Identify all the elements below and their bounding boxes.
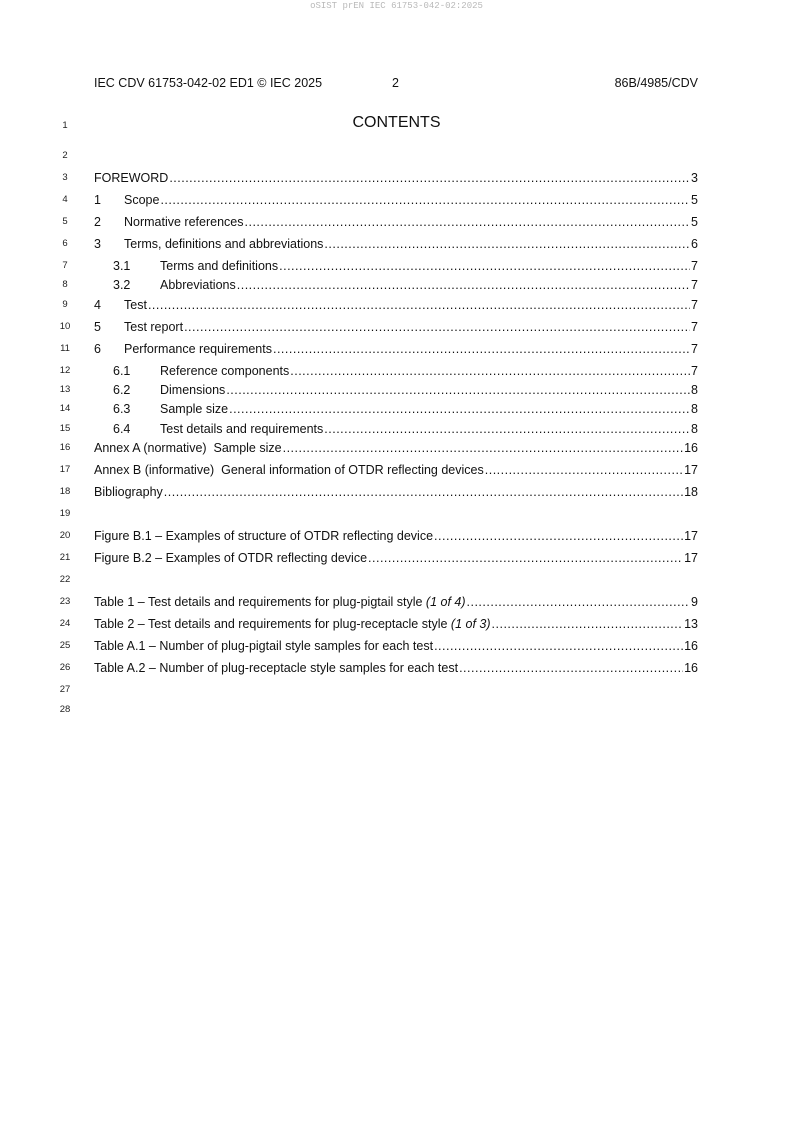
watermark: oSIST prEN IEC 61753-042-02:2025 <box>310 1 483 11</box>
table-title-group <box>94 616 491 632</box>
line-number: 21 <box>59 552 71 563</box>
toc-title: Annex A (normative) Sample size <box>94 441 282 455</box>
line-number: 4 <box>62 194 68 205</box>
dot-leader <box>324 236 690 252</box>
figure-page: 17 <box>684 551 698 565</box>
toc-page: 7 <box>691 298 698 312</box>
toc-page: 7 <box>691 278 698 292</box>
toc-number: 6.4 <box>113 422 131 436</box>
dot-leader <box>459 660 683 676</box>
dot-leader <box>324 421 690 437</box>
table-page: 16 <box>684 661 698 675</box>
toc-title: Test details and requirements <box>160 422 324 436</box>
toc-page: 5 <box>691 215 698 229</box>
toc-number: 1 <box>94 193 101 207</box>
dot-leader <box>164 484 683 500</box>
line-number: 15 <box>59 423 71 434</box>
dot-leader <box>169 170 690 186</box>
toc-title: Terms, definitions and abbreviations <box>124 237 324 251</box>
line-number: 27 <box>59 684 71 695</box>
toc-page: 7 <box>691 259 698 273</box>
figure-entry-b2[interactable] <box>94 550 698 566</box>
toc-page: 7 <box>691 364 698 378</box>
table-title: Table A.2 – Number of plug-receptacle style samples for each test <box>94 661 459 675</box>
toc-page: 7 <box>691 342 698 356</box>
dot-leader <box>160 192 690 208</box>
toc-entry-test-details-and-requirements[interactable] <box>113 421 698 437</box>
table-part: (1 of 4) <box>425 595 466 609</box>
toc-entry-bibliography[interactable] <box>94 484 698 500</box>
toc-entry-dimensions[interactable] <box>113 382 698 398</box>
dot-leader <box>283 440 684 456</box>
toc-entry-annex-a[interactable] <box>94 440 698 456</box>
figure-title: Figure B.1 – Examples of structure of OTDR reflecting device <box>94 529 434 543</box>
dot-leader <box>273 341 690 357</box>
dot-leader <box>467 594 691 610</box>
toc-entry-test-report[interactable] <box>94 319 698 335</box>
table-title-group <box>94 594 466 610</box>
toc-title: Bibliography <box>94 485 163 499</box>
line-number: 12 <box>59 365 71 376</box>
toc-number: 5 <box>94 320 101 334</box>
toc-title: FOREWORD <box>94 171 169 185</box>
toc-number: 3.1 <box>113 259 131 273</box>
toc-page: 8 <box>691 422 698 436</box>
header-doc-id: IEC CDV 61753-042-02 ED1 © IEC 2025 <box>94 76 323 90</box>
line-number: 2 <box>62 150 68 161</box>
toc-entry-scope[interactable] <box>94 192 698 208</box>
table-part: (1 of 3) <box>450 617 491 631</box>
table-page: 9 <box>691 595 698 609</box>
toc-entry-normative-references[interactable] <box>94 214 698 230</box>
line-number: 24 <box>59 618 71 629</box>
toc-title: Normative references <box>124 215 244 229</box>
toc-entry-test[interactable] <box>94 297 698 313</box>
line-number: 26 <box>59 662 71 673</box>
toc-title: Sample size <box>160 402 229 416</box>
line-number: 10 <box>59 321 71 332</box>
toc-number: 2 <box>94 215 101 229</box>
dot-leader <box>229 401 690 417</box>
table-entry-2[interactable] <box>94 616 698 632</box>
table-title: Table 2 – Test details and requirements for plug-receptacle style <box>94 617 451 631</box>
toc-entry-terms-and-definitions[interactable] <box>113 258 698 274</box>
line-number: 17 <box>59 464 71 475</box>
dot-leader <box>237 277 690 293</box>
line-number: 7 <box>62 260 68 271</box>
figure-title: Figure B.2 – Examples of OTDR reflecting device <box>94 551 368 565</box>
toc-number: 6.1 <box>113 364 131 378</box>
toc-entry-performance-requirements[interactable] <box>94 341 698 357</box>
toc-number: 6.3 <box>113 402 131 416</box>
line-number: 19 <box>59 508 71 519</box>
line-number: 8 <box>62 279 68 290</box>
toc-title: Reference components <box>160 364 290 378</box>
table-title: Table 1 – Test details and requirements for plug-pigtail style <box>94 595 426 609</box>
toc-page: 16 <box>684 441 698 455</box>
toc-page: 6 <box>691 237 698 251</box>
toc-title: Scope <box>124 193 160 207</box>
dot-leader <box>184 319 690 335</box>
figure-page: 17 <box>684 529 698 543</box>
toc-entry-sample-size[interactable] <box>113 401 698 417</box>
toc-entry-reference-components[interactable] <box>113 363 698 379</box>
dot-leader <box>434 528 683 544</box>
toc-page: 3 <box>691 171 698 185</box>
table-entry-a2[interactable] <box>94 660 698 676</box>
line-number: 5 <box>62 216 68 227</box>
line-number: 6 <box>62 238 68 249</box>
dot-leader <box>226 382 690 398</box>
toc-number: 3.2 <box>113 278 131 292</box>
header-page-number: 2 <box>392 76 399 90</box>
table-entry-a1[interactable] <box>94 638 698 654</box>
line-number: 13 <box>59 384 71 395</box>
toc-page: 8 <box>691 383 698 397</box>
header-reference: 86B/4985/CDV <box>614 76 698 90</box>
line-number: 18 <box>59 486 71 497</box>
line-number: 20 <box>59 530 71 541</box>
line-number: 22 <box>59 574 71 585</box>
toc-page: 18 <box>684 485 698 499</box>
dot-leader <box>245 214 691 230</box>
toc-entry-abbreviations[interactable] <box>113 277 698 293</box>
line-number: 25 <box>59 640 71 651</box>
toc-title: Test report <box>124 320 184 334</box>
line-number: 1 <box>62 120 68 131</box>
table-page: 16 <box>684 639 698 653</box>
toc-number: 3 <box>94 237 101 251</box>
table-title: Table A.1 – Number of plug-pigtail style samples for each test <box>94 639 434 653</box>
toc-title: Annex B (informative) General information of OTDR reflecting devices <box>94 463 484 477</box>
line-number: 3 <box>62 172 68 183</box>
toc-number: 6 <box>94 342 101 356</box>
dot-leader <box>368 550 683 566</box>
table-page: 13 <box>684 617 698 631</box>
line-number: 14 <box>59 403 71 414</box>
toc-number: 4 <box>94 298 101 312</box>
toc-title: Performance requirements <box>124 342 272 356</box>
figure-entry-b1[interactable] <box>94 528 698 544</box>
toc-entry-terms-definitions-abbreviations[interactable] <box>94 236 698 252</box>
toc-title: Abbreviations <box>160 278 236 292</box>
table-entry-1[interactable] <box>94 594 698 610</box>
line-number: 16 <box>59 442 71 453</box>
dot-leader <box>290 363 690 379</box>
toc-page: 5 <box>691 193 698 207</box>
toc-title: Dimensions <box>160 383 226 397</box>
toc-title: Test <box>124 298 147 312</box>
toc-page: 8 <box>691 402 698 416</box>
toc-title: Terms and definitions <box>160 259 279 273</box>
line-number: 23 <box>59 596 71 607</box>
dot-leader <box>492 616 684 632</box>
page-title: CONTENTS <box>352 114 441 131</box>
toc-page: 17 <box>684 463 698 477</box>
line-number: 11 <box>60 343 70 354</box>
line-number: 28 <box>59 704 71 715</box>
toc-page: 7 <box>691 320 698 334</box>
toc-entry-annex-b[interactable] <box>94 462 698 478</box>
line-number: 9 <box>62 299 68 310</box>
dot-leader <box>485 462 683 478</box>
toc-entry-foreword[interactable] <box>94 170 698 186</box>
dot-leader <box>148 297 690 313</box>
dot-leader <box>279 258 690 274</box>
dot-leader <box>434 638 683 654</box>
toc-number: 6.2 <box>113 383 131 397</box>
